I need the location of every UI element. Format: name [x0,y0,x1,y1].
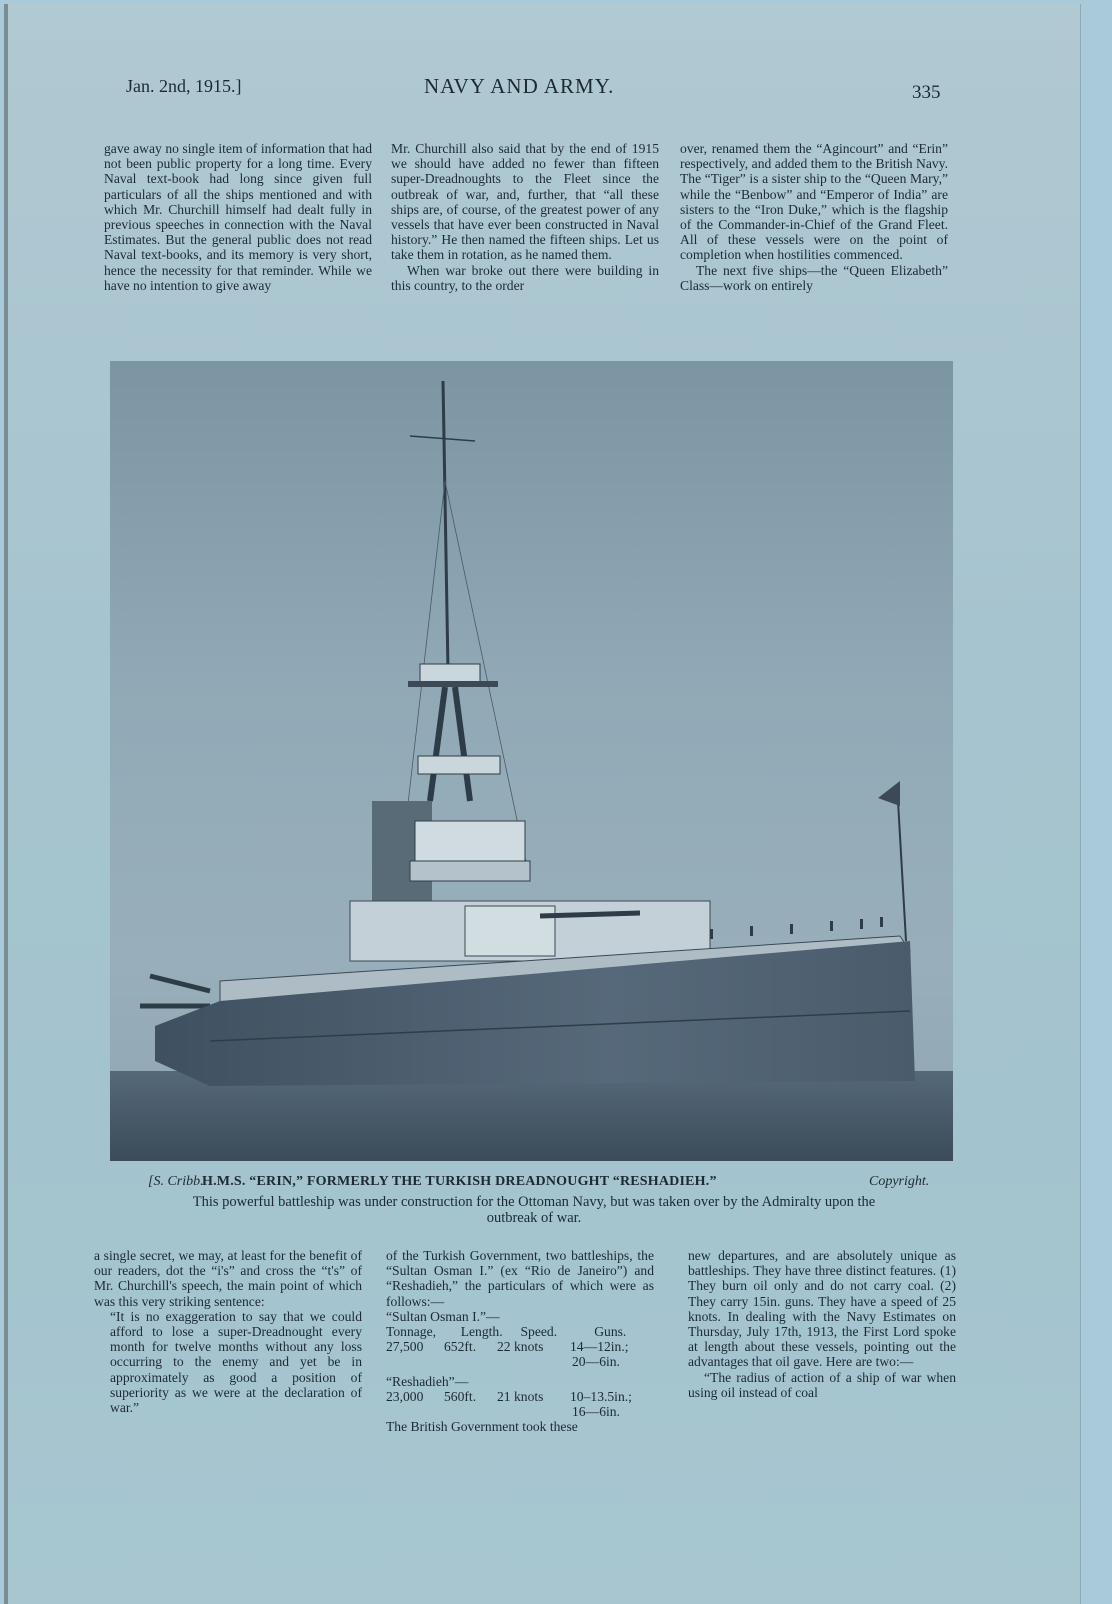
top-column-3 [680,141,948,293]
page-number: 335 [912,82,941,103]
battleship-illustration [110,361,953,1161]
ship-label: “Reshadieh”— [386,1373,469,1389]
paragraph: of the Turkish Government, two battleships, the “Sultan Osman I.” (ex “Rio de Janeiro”) and “Reshadieh,” the particulars of which were as follows:— [386,1248,654,1309]
photo-caption: This powerful battleship was under construction for the Ottoman Navy, but was taken over by the Admiralty upon the outbreak of war. [192,1194,876,1226]
specs-table-row: 23,000 560ft. 21 knots 10–13.5in.; [386,1388,632,1404]
specs-table-row: 27,500 652ft. 22 knots 14—12in.; [386,1339,629,1355]
paragraph: over, renamed them the “Agincourt” and “Erin” respectively, and added them to the British Navy. The “Tiger” is a sister ship to the “Queen Mary,” while the “Benbow” and “Emperor of India” are sisters to the “Iron Duke,” which is the flagship of the Commander-in-Chief of the Grand Fleet. All of these vessels were on the point of completion when hostilities commenced. [680,141,948,263]
paragraph: When war broke out there were building in this country, to the order [391,262,659,293]
bottom-column-1 [94,1248,362,1415]
photo-credit: [S. Cribb. [148,1174,204,1189]
publication-title: NAVY AND ARMY. [424,74,615,98]
paragraph: a single secret, we may, at least for the benefit of our readers, dot the “i's” and cross the “t's” of Mr. Churchill's speech, the main point of which was this very striking sentence: [94,1248,362,1309]
issue-date: Jan. 2nd, 1915.] [126,76,242,96]
page-edge [4,4,8,1604]
paragraph: new departures, and are absolutely unique as battleships. They have three distinct features. (1) They burn oil only and do not carry coal. (2) They carry 15in. guns. They have a speed of 25 knots. In dealing with the Navy Estimates on Thursday, July 17th, 1913, the First Lord spoke at length about these vessels, pointing out the advantages that oil gave. Here are two:— [688,1248,956,1370]
photo-caption-headline-row [4,1174,1080,1194]
specs-table-header: Tonnage, Length. Speed. Guns. [386,1324,627,1340]
block-quote: “It is no exaggeration to say that we could afford to lose a super-Dreadnought every month for twelve months without any loss occurring to the enemy and yet be in approximately as good a position of superiority as we were at the declaration of war.” [110,1308,362,1416]
block-quote: “The radius of action of a ship of war when using oil instead of coal [688,1369,956,1400]
magazine-page [4,4,1080,1604]
copyright-notice: Copyright. [869,1174,930,1189]
paragraph: Mr. Churchill also said that by the end of 1915 we should have added no fewer than fifteen super-Dreadnoughts to the Fleet since the outbreak of war, and, further, that “all these ships are, of course, of the greatest power of any vessels that have ever been constructed in Naval history.” He then named the fifteen ships. Let us take them in rotation, as he named them. [391,141,659,263]
paragraph: The British Government took these [386,1419,578,1435]
bottom-column-3 [688,1248,956,1400]
photo-headline: H.M.S. “ERIN,” FORMERLY THE TURKISH DREADNOUGHT “RESHADIEH.” [202,1174,717,1189]
ship-label: “Sultan Osman I.”— [386,1308,500,1324]
specs-table-row-cont: 20—6in. [572,1354,620,1370]
top-column-1 [104,141,372,293]
top-column-2 [391,141,659,293]
running-header [4,76,1080,106]
specs-table-row-cont: 16—6in. [572,1404,620,1420]
paragraph: The next five ships—the “Queen Elizabeth” Class—work on entirely [680,262,948,293]
battleship-photo [110,361,953,1161]
paragraph: gave away no single item of information that had not been public property for a long time. Every Naval text-book had long since given full particulars of all the ships mentioned and with which Mr. Churchill himself had dealt fully in previous speeches in connection with the Naval Estimates. But the general public does not read Naval text-books, and its memory is very short, hence the necessity for that reminder. While we have no intention to give away [104,141,372,293]
bottom-column-2 [386,1248,654,1434]
